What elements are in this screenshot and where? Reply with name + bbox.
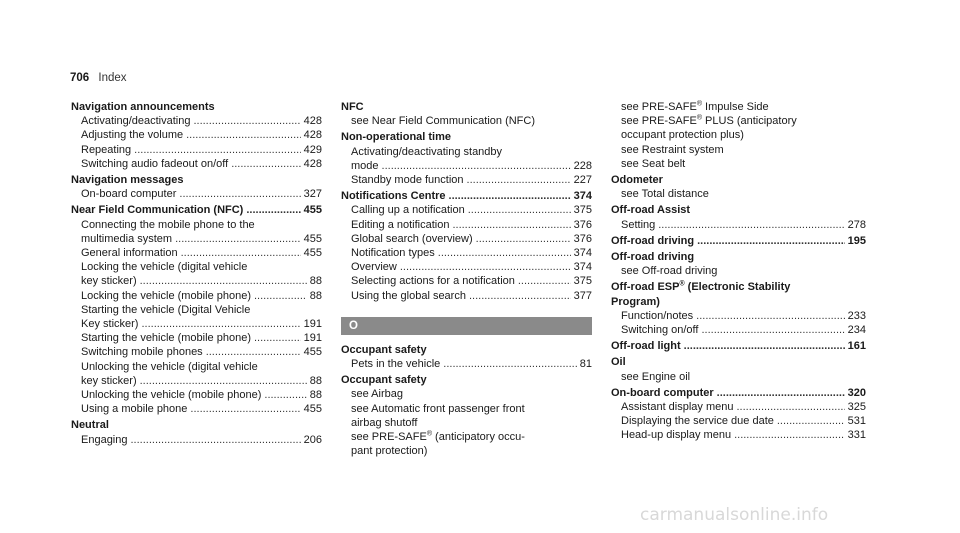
index-subentry[interactable]: Overview ..... 374 [341, 260, 592, 274]
index-entry [611, 339, 866, 353]
index-entry [71, 173, 322, 201]
index-term: Navigation announcements [71, 101, 215, 113]
page-header [70, 72, 127, 84]
index-entry-continued [611, 100, 866, 171]
index-entry [341, 343, 592, 371]
watermark: carmanualsonline.info [640, 505, 829, 525]
index-subentry[interactable]: Switching audio fadeout on/off ..... 428 [71, 157, 322, 171]
subentry-line: Locking the vehicle (digital vehicle [81, 261, 248, 274]
index-subentry[interactable]: Calling up a notification ..... 375 [341, 203, 592, 217]
index-subentry[interactable]: Unlocking the vehicle (mobile phone) ..... 88 [71, 388, 322, 402]
subentry-line: Activating/deactivating standby [351, 145, 503, 158]
subentry-line: Connecting the mobile phone to the [81, 218, 255, 231]
index-subentry[interactable]: Setting ..... 278 [611, 218, 866, 232]
see-reference[interactable]: see PRE-SAFE® Impulse Side [621, 100, 769, 113]
subentry-line: occupant protection plus) [621, 129, 744, 142]
index-entry [611, 234, 866, 248]
index-term-continued: Program) [611, 295, 660, 308]
index-subentry[interactable]: Pets in the vehicle ..... 81 [341, 357, 592, 371]
index-subentry[interactable]: Switching on/off ..... 234 [611, 323, 866, 337]
index-entry [341, 373, 592, 458]
index-subentry[interactable]: Locking the vehicle (mobile phone) ..... 88 [71, 289, 322, 303]
index-subentry[interactable]: On-board computer ..... 327 [71, 187, 322, 201]
index-subentry[interactable]: Key sticker) ..... 191 [71, 317, 322, 331]
index-entry [71, 418, 322, 446]
subentry-line: pant protection) [351, 445, 428, 458]
index-term[interactable]: Off-road driving ..... 195 [611, 234, 866, 248]
index-subentry[interactable]: Using a mobile phone ..... 455 [71, 402, 322, 416]
index-term: Non-operational time [341, 131, 452, 144]
index-entry [611, 355, 866, 383]
see-reference[interactable]: see Airbag [351, 388, 403, 401]
index-term: Off-road Assist [611, 204, 691, 217]
index-subentry[interactable]: Using the global search ..... 377 [341, 289, 592, 303]
see-reference[interactable]: see PRE-SAFE® PLUS (anticipatory [621, 114, 797, 128]
subentry-line: Unlocking the vehicle (digital vehicle [81, 360, 258, 373]
index-term[interactable]: Near Field Communication (NFC) ..... 455 [71, 203, 322, 217]
see-reference[interactable]: see PRE-SAFE® (anticipatory occu- [351, 430, 525, 444]
index-subentry[interactable]: Adjusting the volume ..... 428 [71, 128, 322, 142]
index-entry [611, 203, 866, 231]
index-subentry[interactable]: multimedia system ..... 455 [71, 232, 322, 246]
index-subentry[interactable]: General information ..... 455 [71, 246, 322, 260]
index-column-2 [341, 100, 592, 460]
index-entry [341, 189, 592, 303]
page-title: Index [98, 72, 127, 84]
index-term[interactable]: On-board computer ..... 320 [611, 386, 866, 400]
index-term: Oil [611, 356, 626, 369]
see-reference[interactable]: see Engine oil [621, 370, 691, 383]
index-entry [71, 100, 322, 171]
index-term: Occupant safety [341, 343, 427, 356]
subentry-line: Starting the vehicle (Digital Vehicle [81, 303, 251, 316]
see-reference[interactable]: see Automatic front passenger front [351, 402, 525, 415]
index-subentry[interactable]: key sticker) ..... 88 [71, 274, 322, 288]
index-subentry[interactable]: Notification types ..... 374 [341, 246, 592, 260]
index-entry [611, 250, 866, 278]
index-term: Odometer [611, 174, 663, 187]
index-subentry[interactable]: Engaging ..... 206 [71, 433, 322, 447]
index-term: Off-road driving [611, 251, 695, 264]
index-subentry[interactable]: Activating/deactivating ..... 428 [71, 114, 322, 128]
see-reference[interactable]: see Restraint system [621, 143, 724, 156]
index-subentry[interactable]: key sticker) ..... 88 [71, 374, 322, 388]
index-term: NFC [341, 101, 364, 113]
index-term: Navigation messages [71, 174, 184, 187]
index-subentry[interactable]: Selecting actions for a notification ..... 375 [341, 274, 592, 288]
index-subentry[interactable]: Assistant display menu ..... 325 [611, 400, 866, 414]
index-subentry[interactable]: Function/notes ..... 233 [611, 309, 866, 323]
index-subentry[interactable]: Displaying the service due date ..... 531 [611, 414, 866, 428]
index-entry [71, 203, 322, 416]
see-reference[interactable]: see Off-road driving [621, 265, 718, 278]
index-entry [341, 100, 592, 128]
index-subentry[interactable]: Head-up display menu ..... 331 [611, 428, 866, 442]
index-entry [611, 280, 866, 337]
see-reference[interactable]: see Total distance [621, 188, 709, 201]
index-subentry[interactable]: Starting the vehicle (mobile phone) ..... 191 [71, 331, 322, 345]
index-subentry[interactable]: Standby mode function ..... 227 [341, 173, 592, 187]
index-term[interactable]: Off-road light ..... 161 [611, 339, 866, 353]
see-reference[interactable]: see Near Field Communication (NFC) [351, 115, 535, 128]
index-subentry[interactable]: Repeating ..... 429 [71, 143, 322, 157]
index-term: Occupant safety [341, 374, 427, 387]
section-letter-bar: O [341, 317, 592, 335]
see-reference[interactable]: see Seat belt [621, 157, 686, 170]
index-term: Neutral [71, 419, 109, 432]
index-subentry[interactable]: Global search (overview) ..... 376 [341, 232, 592, 246]
index-entry [611, 386, 866, 443]
page-number: 706 [70, 72, 90, 84]
index-entry [611, 173, 866, 201]
index-column-3 [611, 100, 866, 445]
index-term: Off-road ESP® (Electronic Stability [611, 280, 791, 294]
index-column-1 [71, 100, 322, 449]
index-subentry[interactable]: Editing a notification ..... 376 [341, 218, 592, 232]
index-entry [341, 130, 592, 187]
index-term[interactable]: Notifications Centre ..... 374 [341, 189, 592, 203]
index-subentry[interactable]: Switching mobile phones ..... 455 [71, 345, 322, 359]
subentry-line: airbag shutoff [351, 416, 418, 429]
index-subentry[interactable]: mode ..... 228 [341, 159, 592, 173]
